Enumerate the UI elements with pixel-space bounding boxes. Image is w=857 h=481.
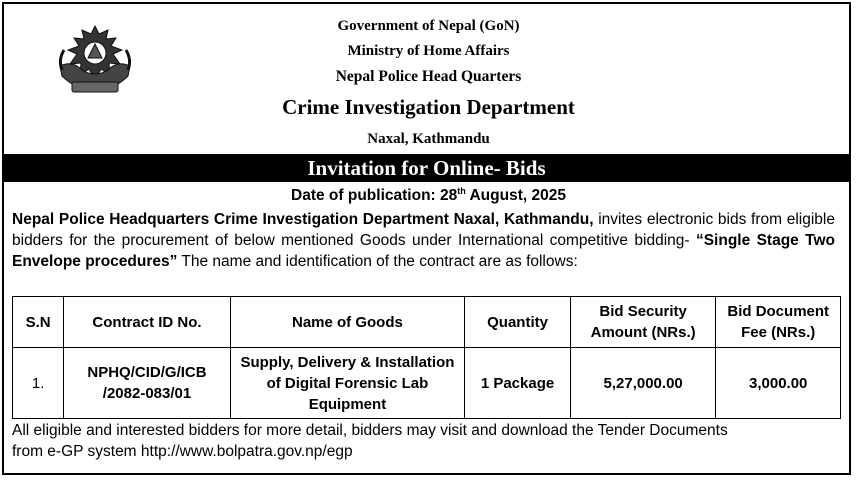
cell-quantity: 1 Package: [465, 348, 571, 419]
header-government: Government of Nepal (GoN): [337, 18, 520, 34]
col-sn: S.N: [13, 297, 64, 348]
header-department: Crime Investigation Department: [282, 95, 575, 119]
col-bid-security: Bid Security Amount (NRs.): [570, 297, 716, 348]
cell-fee: 3,000.00: [716, 348, 841, 419]
contract-table: [12, 296, 841, 419]
intro-procedure: “Single Stage Two Envelope procedures”: [12, 232, 836, 270]
cell-security: 5,27,000.00: [570, 348, 716, 419]
cell-sn: 1.: [13, 348, 64, 419]
intro-paragraph: Nepal Police Headquarters Crime Investigation Department Naxal, Kathmandu, invites electronic bids from eligible bidders for the procurement of below mentioned Goods under International competitive bidding- “Single Stage Two Envelope procedures” The name and identification of the contract are as follows:: [12, 211, 836, 270]
footer-line-1: All eligible and interested bidders for more detail, bidders may visit and download the Tender Documents: [12, 422, 728, 439]
publication-date: Date of publication: 28th August, 2025: [291, 186, 566, 205]
cell-contract-id: NPHQ/CID/G/ICB /2082-083/01: [64, 348, 230, 419]
col-contract-id: Contract ID No.: [64, 297, 230, 348]
table-header-row: [13, 297, 841, 348]
cell-goods: Supply, Delivery & Installation of Digital Forensic Lab Equipment: [230, 348, 464, 419]
notice-title: Invitation for Online- Bids: [4, 154, 849, 182]
footer-line-2: from e-GP system http://www.bolpatra.gov.np/egp: [12, 443, 353, 460]
intro-organization: Nepal Police Headquarters Crime Investigation Department Naxal, Kathmandu,: [12, 211, 594, 228]
col-quantity: Quantity: [465, 297, 571, 348]
header-address: Naxal, Kathmandu: [367, 131, 490, 147]
col-doc-fee: Bid Document Fee (NRs.): [716, 297, 841, 348]
header-ministry: Ministry of Home Affairs: [347, 43, 510, 59]
footer-note: [12, 420, 841, 462]
table-row: [13, 348, 841, 419]
header-police-hq: Nepal Police Head Quarters: [335, 68, 522, 85]
col-goods: Name of Goods: [230, 297, 464, 348]
